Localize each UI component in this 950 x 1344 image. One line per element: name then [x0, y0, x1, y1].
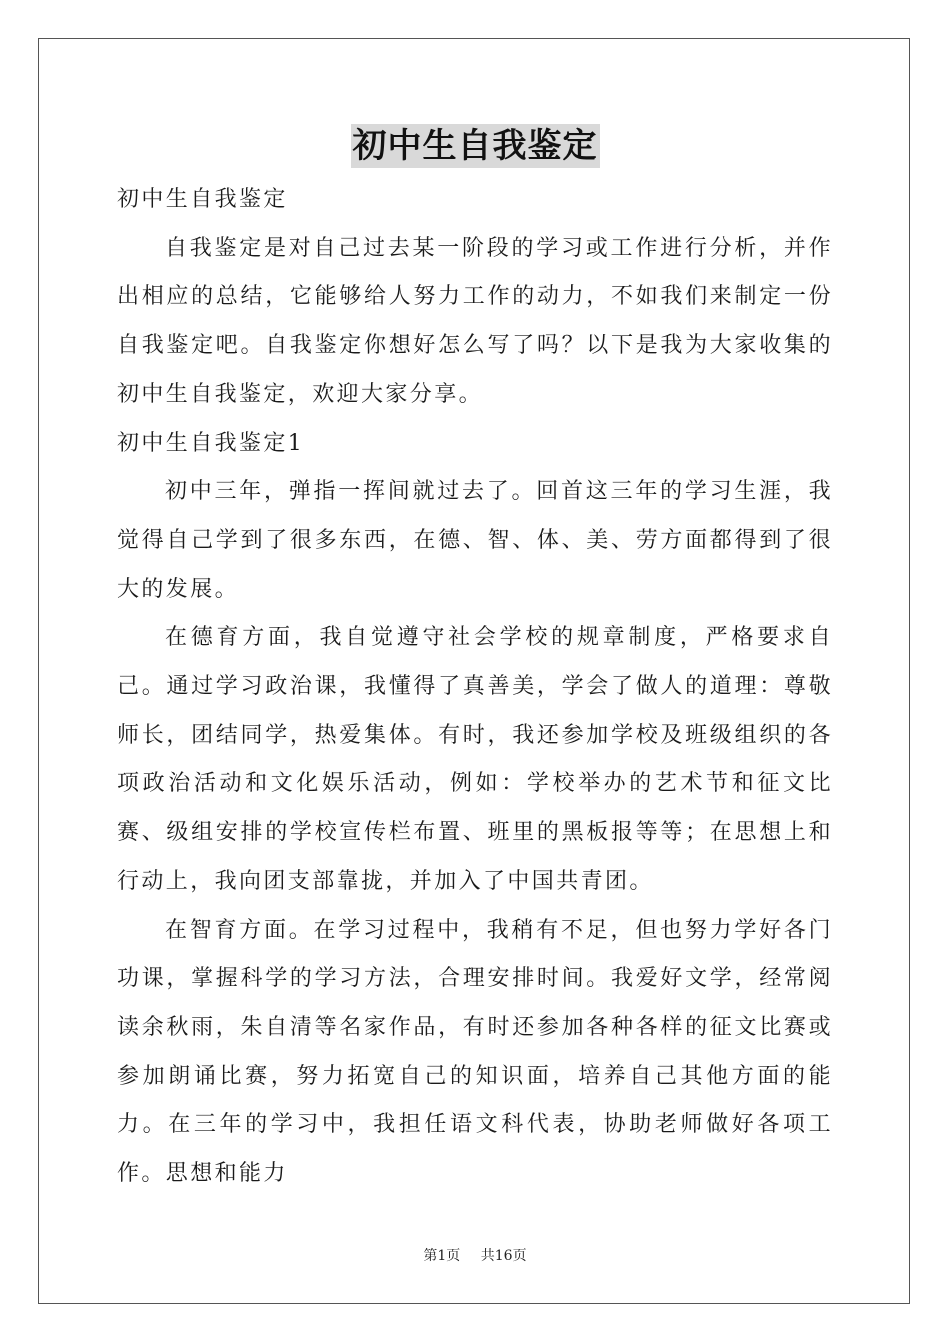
page-total: 共16页 [480, 1248, 527, 1264]
body-paragraph: 在智育方面。在学习过程中，我稍有不足，但也努力学好各门功课，掌握科学的学习方法，合理安排时间。我爱好文学，经常阅读余秋雨，朱自清等名家作品，有时还参加各种各样的征文比赛或参加朗诵比赛，努力拓宽自己的知识面，培养自己其他方面的能力。在三年的学习中，我担任语文科代表，协助老师做好各项工作。思想和能力 [117, 917, 833, 1187]
document-body [117, 176, 833, 1199]
title-container [0, 124, 950, 168]
page-number: 第1页 [423, 1248, 461, 1264]
document-title: 初中生自我鉴定 [352, 126, 598, 166]
body-paragraph: 初中三年，弹指一挥间就过去了。回首这三年的学习生涯，我觉得自己学到了很多东西，在德、智、体、美、劳方面都得到了很大的发展。 [117, 479, 833, 602]
page-footer [0, 1245, 950, 1265]
body-paragraph: 自我鉴定是对自己过去某一阶段的学习或工作进行分析，并作出相应的总结，它能够给人努力工作的动力，不如我们来制定一份自我鉴定吧。自我鉴定你想好怎么写了吗？以下是我为大家收集的初中生自我鉴定，欢迎大家分享。 [117, 235, 833, 407]
section-heading: 初中生自我鉴定 [117, 187, 288, 212]
body-paragraph: 在德育方面，我自觉遵守社会学校的规章制度，严格要求自己。通过学习政治课，我懂得了真善美，学会了做人的道理：尊敬师长，团结同学，热爱集体。有时，我还参加学校及班级组织的各项政治活动和文化娱乐活动，例如：学校举办的艺术节和征文比赛、级组安排的学校宣传栏布置、班里的黑板报等等；在思想上和行动上，我向团支部靠拢，并加入了中国共青团。 [117, 625, 833, 894]
section-heading: 初中生自我鉴定1 [117, 430, 305, 456]
